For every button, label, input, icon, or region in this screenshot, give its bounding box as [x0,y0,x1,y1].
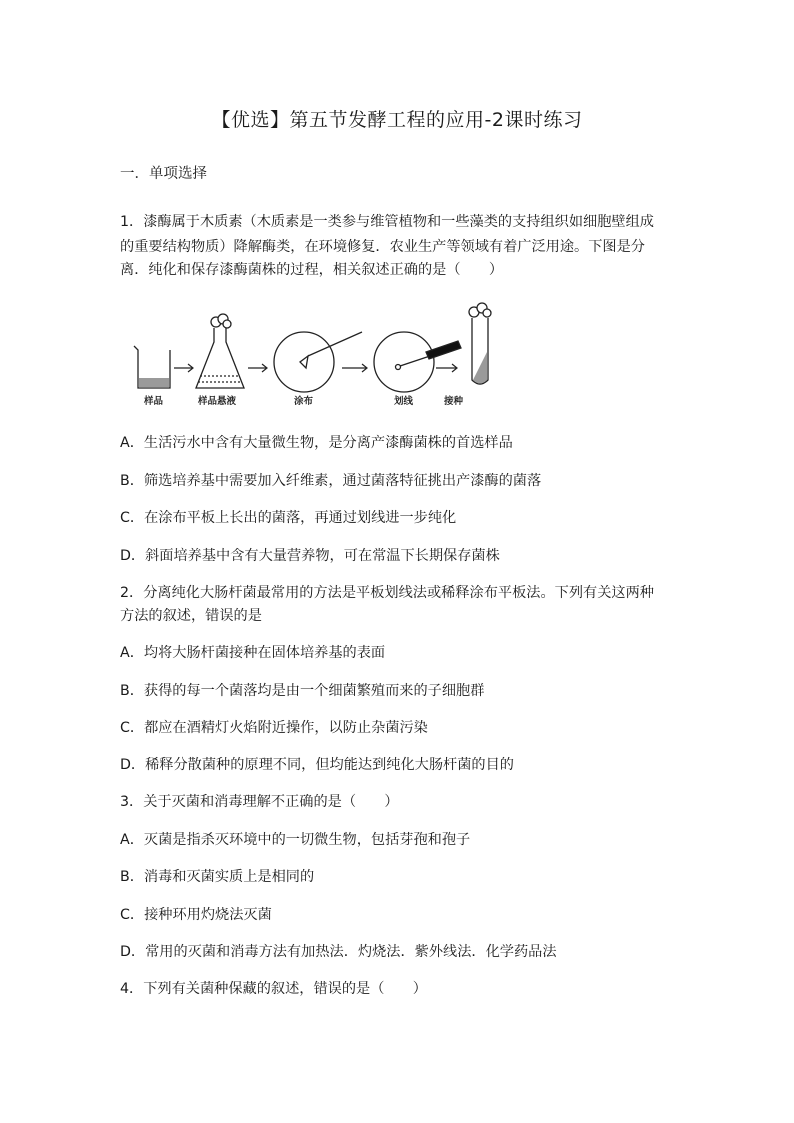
diagram-label-sample: 样品 [144,396,164,407]
q1-stem-line-1: 1．漆酶属于木质素（木质素是一类参与维管植物和一些藻类的支持组织如细胞壁组成 [120,214,654,230]
q1-option-c: C．在涂布平板上长出的菌落，再通过划线进一步纯化 [120,510,457,526]
q3-option-d: D．常用的灭菌和消毒方法有加热法．灼烧法．紫外线法．化学药品法 [120,944,557,960]
petri-dish-spread-icon [274,332,362,392]
arrow-icon [342,364,367,372]
q2-option-c: C．都应在酒精灯火焰附近操作，以防止杂菌污染 [120,720,428,736]
q3-option-a: A．灭菌是指杀灭环境中的一切微生物，包括芽孢和孢子 [120,832,471,848]
beaker-icon [134,346,170,388]
petri-dish-streak-icon [374,332,461,392]
flask-icon [196,314,244,388]
q2-stem-line-2: 方法的叙述，错误的是 [120,608,262,624]
q2-stem-line-1: 2．分离纯化大肠杆菌最常用的方法是平板划线法或稀释涂布平板法。下列有关这两种 [120,585,654,601]
q1-option-a: A．生活污水中含有大量微生物，是分离产漆酶菌株的首选样品 [120,435,513,451]
arrow-icon [174,364,193,372]
section-heading: 一．单项选择 [120,166,207,182]
diagram-label-inoculate: 接种 [444,396,464,407]
q4-stem-line-1: 4．下列有关菌种保藏的叙述，错误的是（ ） [120,981,427,997]
q3-option-b: B．消毒和灭菌实质上是相同的 [120,869,315,885]
page-title: 【优选】第五节发酵工程的应用-2课时练习 [211,109,583,131]
q2-option-d: D．稀释分散菌种的原理不同，但均能达到纯化大肠杆菌的目的 [120,757,514,773]
q1-stem-line-3: 离．纯化和保存漆酶菌株的过程，相关叙述正确的是（ ） [120,262,504,278]
q2-option-a: A．均将大肠杆菌接种在固体培养基的表面 [120,645,386,661]
diagram-label-spread: 涂布 [294,396,314,407]
q2-option-b: B．获得的每一个菌落均是由一个细菌繁殖而来的子细胞群 [120,683,485,699]
q3-option-c: C．接种环用灼烧法灭菌 [120,907,272,923]
q1-option-d: D．斜面培养基中含有大量营养物，可在常温下长期保存菌株 [120,548,500,564]
process-diagram [130,312,470,412]
diagram-label-suspension: 样品悬液 [198,396,237,407]
q1-stem-line-2: 的重要结构物质）降解酶类，在环境修复．农业生产等领域有着广泛用途。下图是分 [120,239,645,255]
diagram-label-streak: 划线 [394,396,414,407]
q1-option-b: B．筛选培养基中需要加入纤维素，通过菌落特征挑出产漆酶的菌落 [120,473,542,489]
test-tube-icon [462,300,498,390]
arrow-icon [248,364,267,372]
arrow-icon [436,364,457,372]
q3-stem-line-1: 3．关于灭菌和消毒理解不正确的是（ ） [120,794,399,810]
